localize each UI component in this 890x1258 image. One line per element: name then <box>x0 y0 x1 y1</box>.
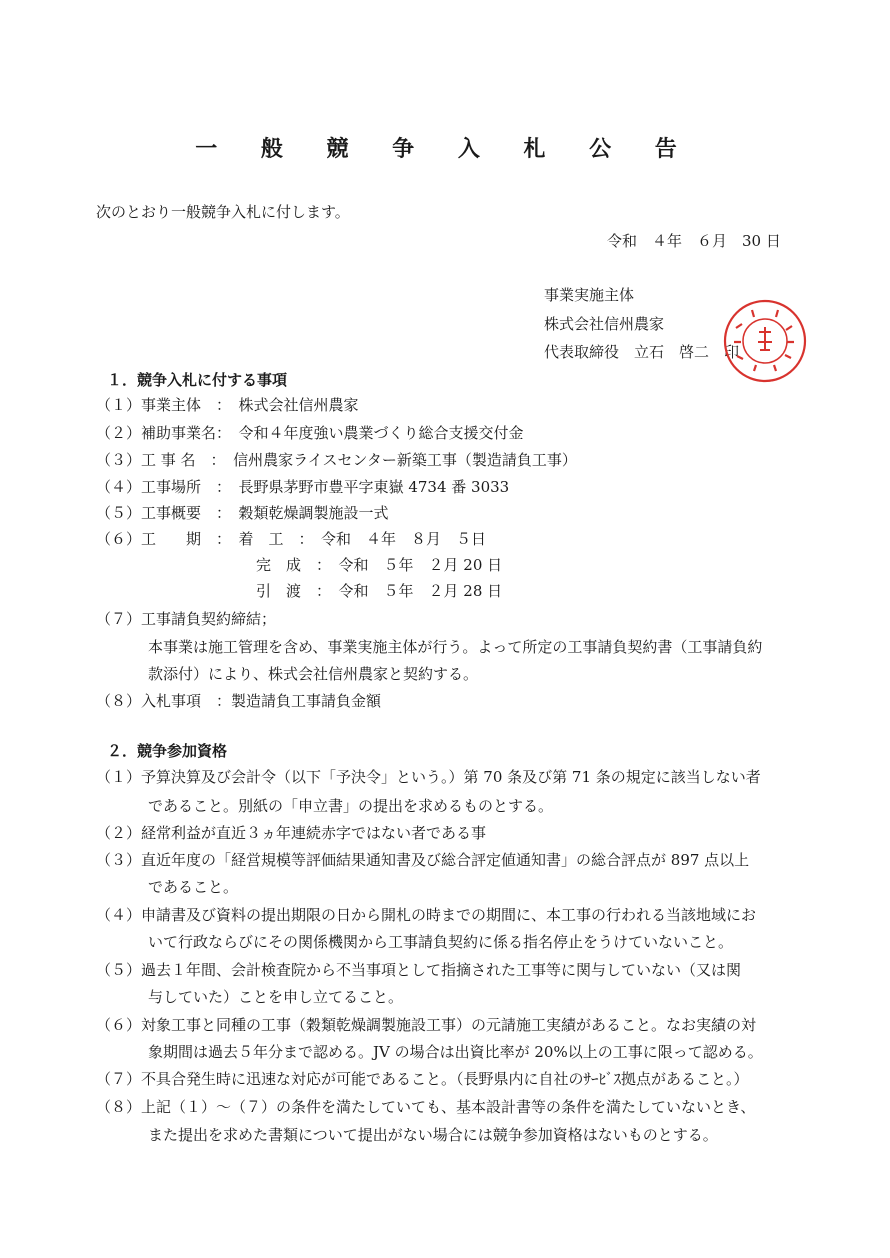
section1-item-3: （３）工 事 名 ： 信州農家ライスセンター新築工事（製造請負工事） <box>96 451 577 469</box>
section2-item-5: （５）過去１年間、会計検査院から不当事項として指摘された工事等に関与していない（又は関 <box>96 961 742 979</box>
section2-item-1: （１）予算決算及び会計令（以下「予決令」という。）第 70 条及び第 71 条の規定に該当しない者 <box>96 768 761 786</box>
section2-item-2: （２）経常利益が直近３ヵ年連続赤字ではない者である事 <box>96 824 487 842</box>
section1-item-8: （８）入札事項 ：製造請負工事請負金額 <box>96 692 382 710</box>
period-handover: 引 渡 ： 令和 ５年 ２月 28 日 <box>256 582 503 600</box>
section2-item-8: （８）上記（１）～（７）の条件を満たしていても、基本設計書等の条件を満たしていないとき、 <box>96 1098 756 1116</box>
section2-item-3: （３）直近年度の「経営規模等評価結果通知書及び総合評定値通知書」の総合評点が 897 点以上 <box>96 851 750 869</box>
issuer-representative: 代表取締役 立石 啓二 印 <box>544 343 740 361</box>
intro-text: 次のとおり一般競争入札に付します。 <box>96 203 350 221</box>
section2-item-6: （６）対象工事と同種の工事（穀類乾燥調製施設工事）の元請施工実績があること。なお実績の対 <box>96 1016 757 1034</box>
section2-item-6-line-2: 象期間は過去５年分まで認める。JV の場合は出資比率が 20%以上の工事に限って認める。 <box>148 1043 763 1061</box>
section2-item-7: （７）不具合発生時に迅速な対応が可能であること。（長野県内に自社のｻｰﾋﾞｽ拠点があること。） <box>96 1070 749 1088</box>
section1-item-5: （５）工事概要 ： 穀類乾燥調製施設一式 <box>96 504 389 522</box>
section2-item-8-line-2: また提出を求めた書類について提出がない場合には競争参加資格はないものとする。 <box>148 1126 718 1144</box>
document-title: 一 般 競 争 入 札 公 告 <box>195 137 695 162</box>
section2-item-4-line-2: いて行政ならびにその関係機関から工事請負契約に係る指名停止をうけていないこと。 <box>148 933 734 951</box>
section2-item-1-line-2: であること。別紙の「申立書」の提出を求めるものとする。 <box>148 797 554 815</box>
section1-heading: １．競争入札に付する事項 <box>107 371 288 389</box>
section2-item-3-line-2: であること。 <box>148 878 239 896</box>
section1-item-2: （２）補助事業名： 令和４年度強い農業づくり総合支援交付金 <box>96 424 524 442</box>
section2-heading: ２．競争参加資格 <box>107 742 228 760</box>
section1-item-4: （４）工事場所 ： 長野県茅野市豊平字東嶽 4734 番 3033 <box>96 478 510 496</box>
issuer-role: 事業実施主体 <box>544 286 635 304</box>
period-completion: 完 成 ： 令和 ５年 ２月 20 日 <box>256 556 503 574</box>
contract-text-line-2: 款添付）により、株式会社信州農家と契約する。 <box>148 665 479 683</box>
section2-item-4: （４）申請書及び資料の提出期限の日から開札の時までの期間に、本工事の行われる当該地域にお <box>96 906 757 924</box>
issue-date: 令和 ４年 ６月 30 日 <box>607 232 781 250</box>
section2-item-5-line-2: 与していた）ことを申し立てること。 <box>148 988 404 1006</box>
company-seal-stamp <box>722 298 808 384</box>
section1-item-7: （７）工事請負契約締結； <box>96 610 277 628</box>
contract-text-line-1: 本事業は施工管理を含め、事業実施主体が行う。よって所定の工事請負契約書（工事請負約 <box>148 638 763 656</box>
section1-item-1: （１）事業主体 ： 株式会社信州農家 <box>96 396 359 414</box>
section1-item-6: （６）工 期 ： 着 工 ： 令和 ４年 ８月 ５日 <box>96 530 487 548</box>
issuer-company: 株式会社信州農家 <box>544 315 665 333</box>
